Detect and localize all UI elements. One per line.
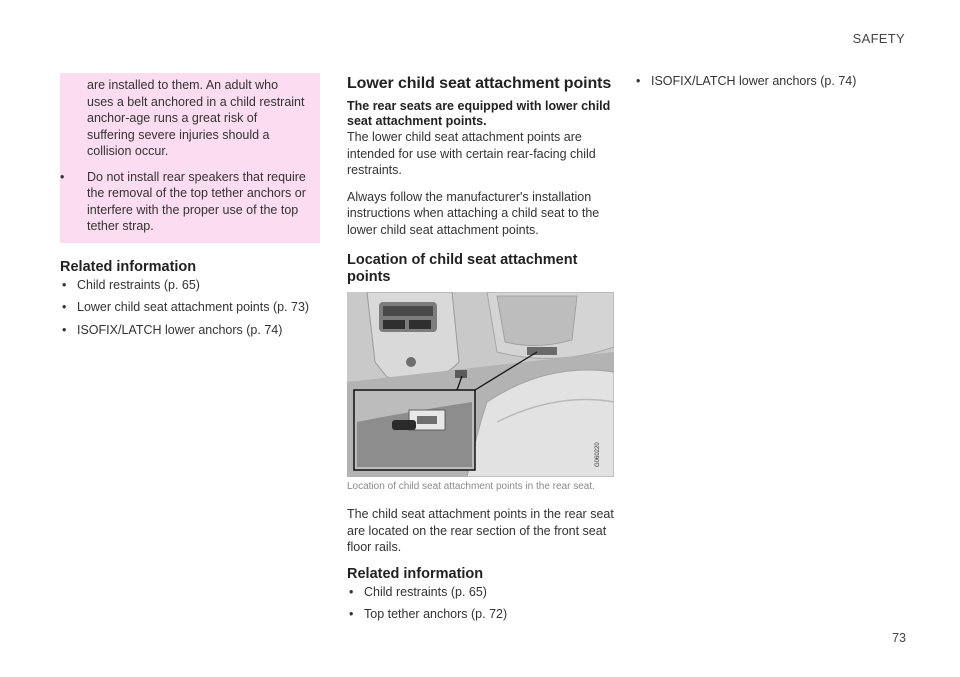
warning-item [60,169,306,235]
warning-item-text: Do not install rear speakers that require the removal of the top tether anchors or interfere with the proper use of the top tether strap. [87,169,306,233]
lead-text: The rear seats are equipped with lower child seat attachment points. [347,99,611,128]
column-3 [634,73,904,90]
warning-box [60,73,320,243]
related-list [347,584,615,623]
related-info-heading: Related information [60,258,197,275]
related-link-isofix-latch[interactable] [60,322,320,339]
page-number: 73 [892,631,906,645]
section-label: SAFETY [852,31,905,46]
related-list [60,277,320,339]
section-title: Lower child seat attachment points [347,75,612,92]
paragraph-installation: Always follow the manufacturer's installation instructions when attaching a child seat to the lower child seat attachment points. [347,189,600,237]
related-link-text[interactable]: ISOFIX/LATCH lower anchors (p. 74) [651,74,857,88]
warning-continuation: are installed to them. An adult who uses a belt anchored in a child restraint anchor-age runs a great risk of suffering severe injuries should a collision occur. [87,78,305,158]
paragraph-location: The child seat attachment points in the rear seat are located on the rear section of the front seat floor rails. [347,507,614,554]
related-link-text[interactable]: Child restraints (p. 65) [77,277,200,292]
related-link-top-tether-anchors[interactable] [347,606,615,623]
related-info-heading: Related information [347,565,484,582]
column-1 [60,73,320,338]
paragraph-intended-use: The lower child seat attachment points are intended for use with certain rear-facing child restraints. [347,130,596,177]
rear-seat-illustration [347,292,614,477]
bullet-glyph: • [349,607,354,621]
bullet-glyph: • [62,322,67,337]
bullet-glyph: • [60,169,65,184]
related-link-isofix-latch[interactable] [634,73,904,90]
related-link-text[interactable]: Child restraints (p. 65) [364,584,487,599]
bullet-glyph: • [62,277,67,292]
bullet-glyph: • [62,300,67,314]
bullet-glyph: • [349,584,354,599]
figure-caption: Location of child seat attachment points in the rear seat. [347,481,595,492]
bullet-glyph: • [636,74,641,88]
attachment-points-figure [347,292,614,477]
location-subheading: Location of child seat attachment points [347,252,578,285]
related-link-lower-attachment-points[interactable] [60,299,320,316]
figure-code: G060220 [595,442,601,467]
related-list [634,73,904,90]
related-link-text[interactable]: ISOFIX/LATCH lower anchors (p. 74) [77,322,283,337]
column-2 [347,75,615,623]
related-link-child-restraints[interactable] [347,584,615,601]
related-link-child-restraints[interactable] [60,277,320,294]
related-link-text[interactable]: Top tether anchors (p. 72) [364,607,508,621]
warning-list [60,169,306,235]
related-link-text[interactable]: Lower child seat attachment points (p. 73) [77,300,310,314]
